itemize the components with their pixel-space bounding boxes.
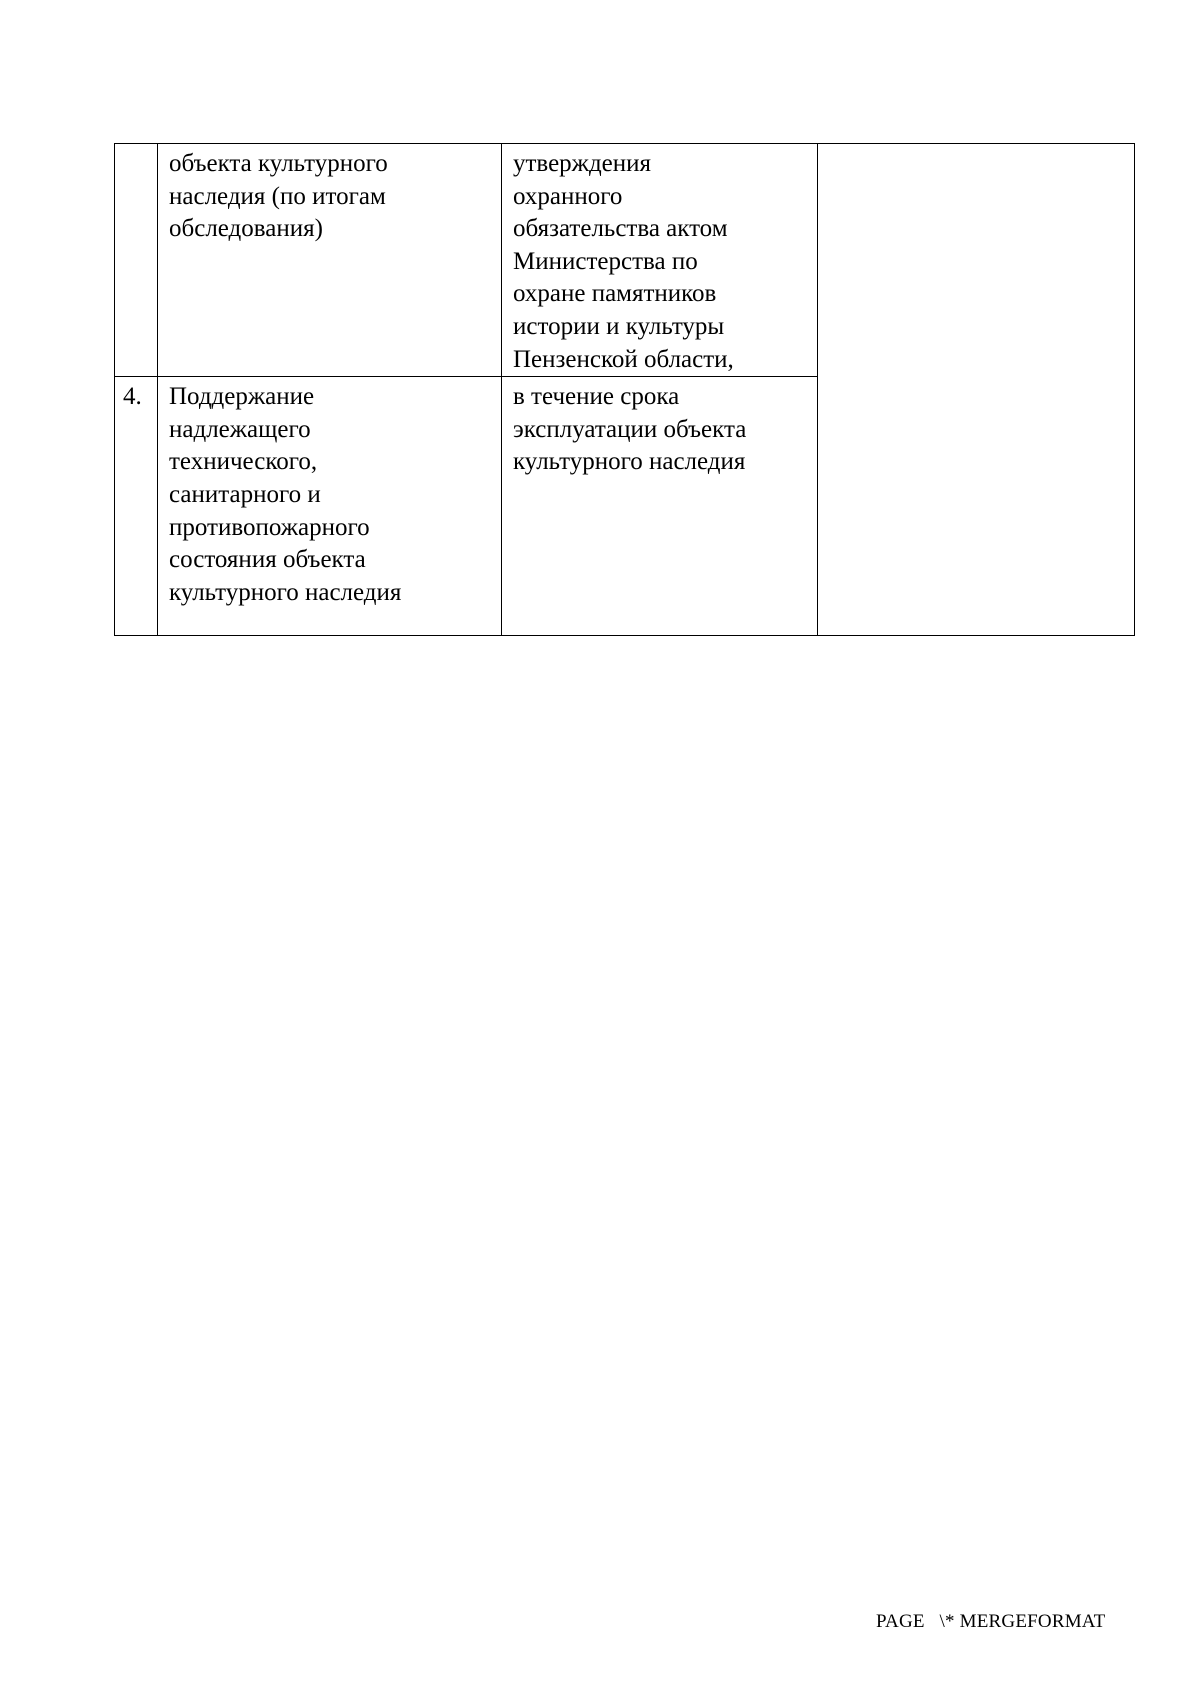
row-number-cell <box>115 144 158 377</box>
item-cell: объекта культурного наследия (по итогам обследования) <box>158 144 502 377</box>
row-number-cell: 4. <box>115 377 158 636</box>
deadline-cell: в течение срока эксплуатации объекта культурного наследия <box>502 377 818 636</box>
note-cell <box>818 144 1135 636</box>
deadline-cell: утверждения охранного обязательства актом Министерства по охране памятников истории и культуры Пензенской области, <box>502 144 818 377</box>
obligations-table <box>114 143 1135 636</box>
page-number-field: PAGE \* MERGEFORMAT <box>876 1611 1106 1632</box>
item-cell: Поддержание надлежащего технического, санитарного и противопожарного состояния объекта культурного наследия <box>158 377 502 636</box>
table-row <box>115 144 1135 377</box>
